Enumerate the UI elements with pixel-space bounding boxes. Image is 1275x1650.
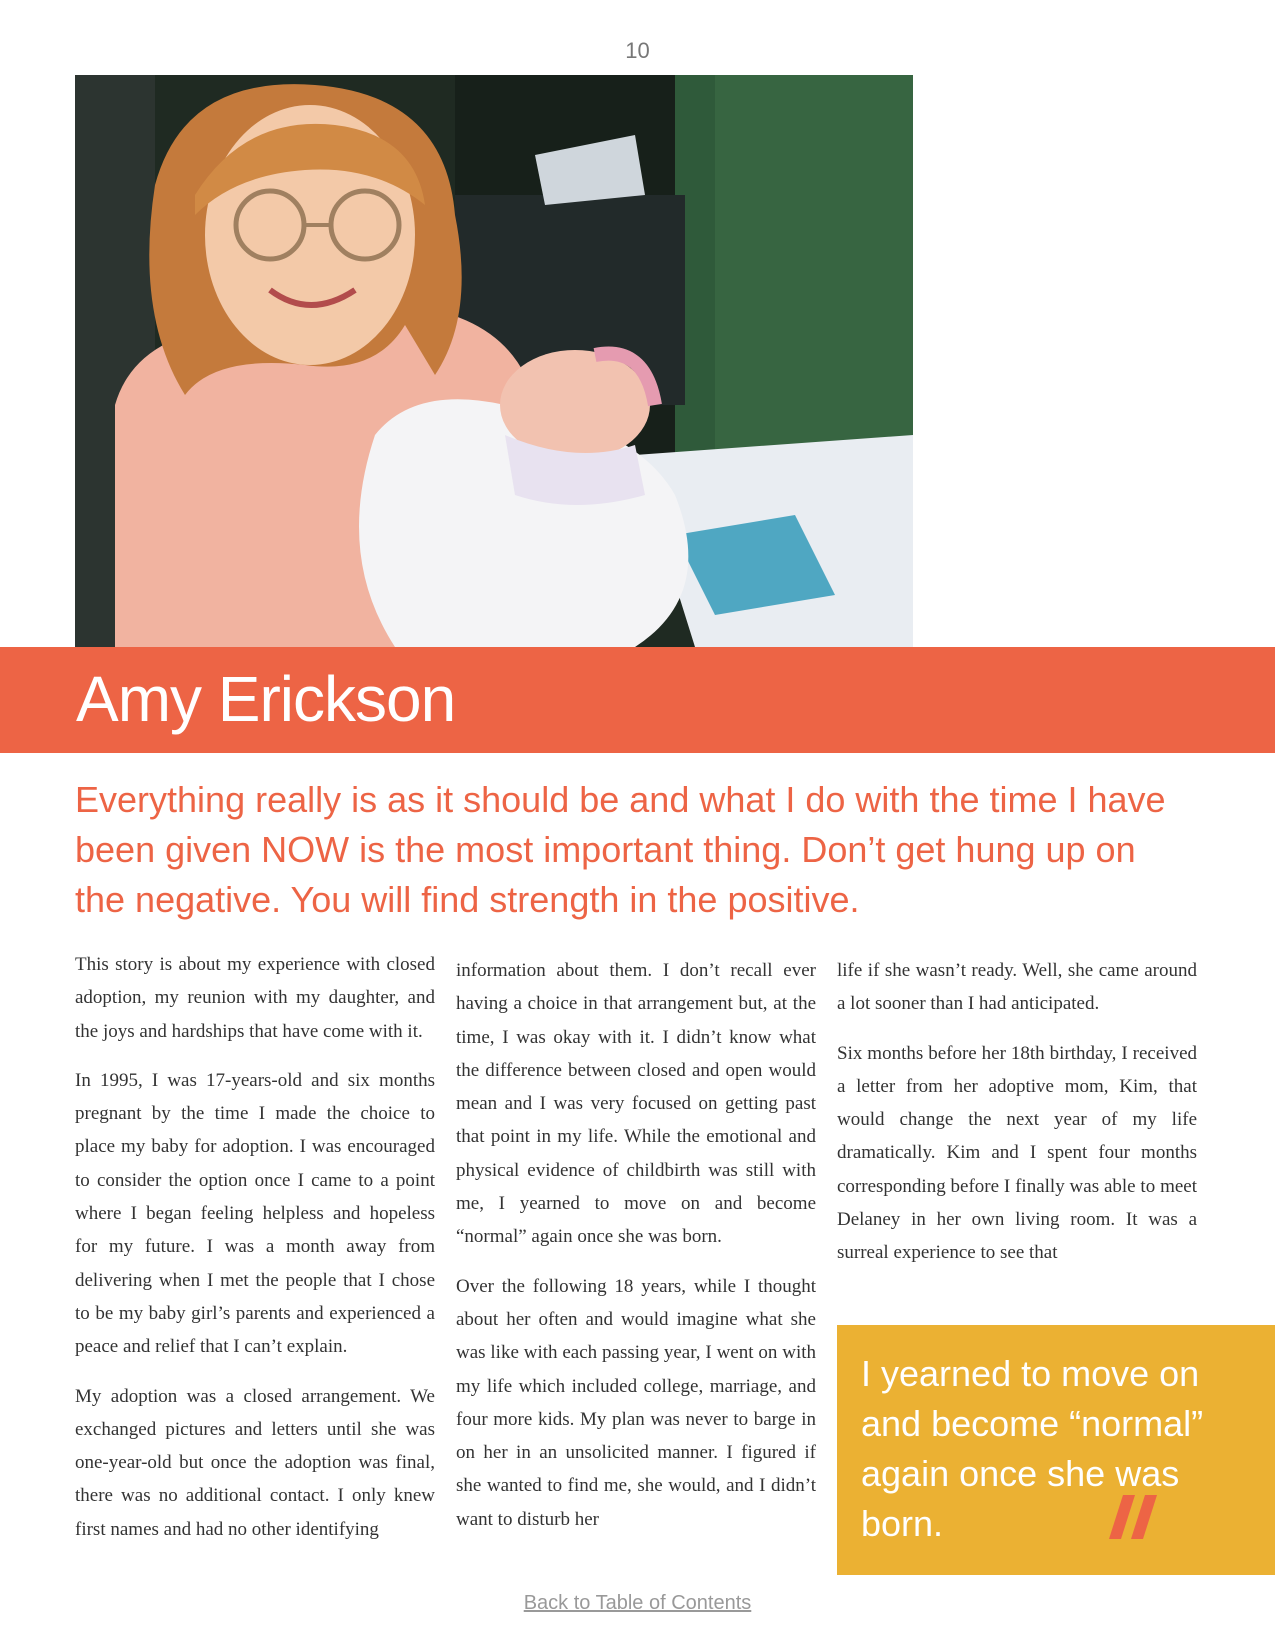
back-link-container [0,1592,1275,1615]
photo-mother-with-newborn [75,75,913,647]
name-banner [0,647,1275,753]
quote-mark-icon [1109,1495,1157,1539]
paragraph: Six months before her 18th birthday, I received a letter from her adoptive mom, Kim, that would change the next year of my life dramatically. Kim and I spent four months corresponding before I finally was able to meet Delaney in her own living room. It was a surreal experience to see that [837,1042,1197,1264]
author-name: Amy Erickson [76,663,456,735]
text-column-1 [75,948,435,1562]
paragraph: Over the following 18 years, while I thought about her often and would imagine what she was like with each passing year, I went on with my life which included college, marriage, and four more kids. My plan was never to barge in on her in an unsolicited manner. I figured if she wanted to find me, she would, and I didn’t want to disturb her [456,1275,816,1530]
paragraph: This story is about my experience with closed adoption, my reunion with my daughter, and the joys and hardships that have come with it. [75,954,435,1042]
page-number: 10 [625,38,650,63]
text-column-3 [837,954,1197,1286]
paragraph: My adoption was a closed arrangement. We exchanged pictures and letters until she was one-year-old but once the adoption was final, there was no additional contact. I only knew first names and had no other identifying [75,1385,435,1540]
paragraph: life if she wasn’t ready. Well, she came around a lot sooner than I had anticipated. [837,960,1197,1015]
callout-box [837,1325,1275,1575]
paragraph: In 1995, I was 17-years-old and six months pregnant by the time I made the choice to place my baby for adoption. I was encouraged to consider the option once I came to a point where I began feeling helpless and hopeless for my future. I was a month away from delivering when I met the people that I chose to be my baby girl’s parents and experienced a peace and relief that I can’t explain. [75,1069,435,1358]
photo-illustration [75,75,913,647]
pull-quote: Everything really is as it should be and what I do with the time I have been given NOW is the most important thing. Don’t get hung up on the negative. You will find strength in the positive. [75,779,1166,920]
text-column-2 [456,954,816,1552]
callout-quote: I yearned to move on and become “normal” again once she was born. [861,1353,1204,1544]
paragraph: information about them. I don’t recall ever having a choice in that arrangement but, at the time, I was okay with it. I didn’t know what the difference between closed and open would mean and I was very focused on getting past that point in my life. While the emotional and physical evidence of childbirth was still with me, I yearned to move on and become “normal” again once she was born. [456,960,816,1248]
back-to-toc-link[interactable]: Back to Table of Contents [523,1592,752,1614]
